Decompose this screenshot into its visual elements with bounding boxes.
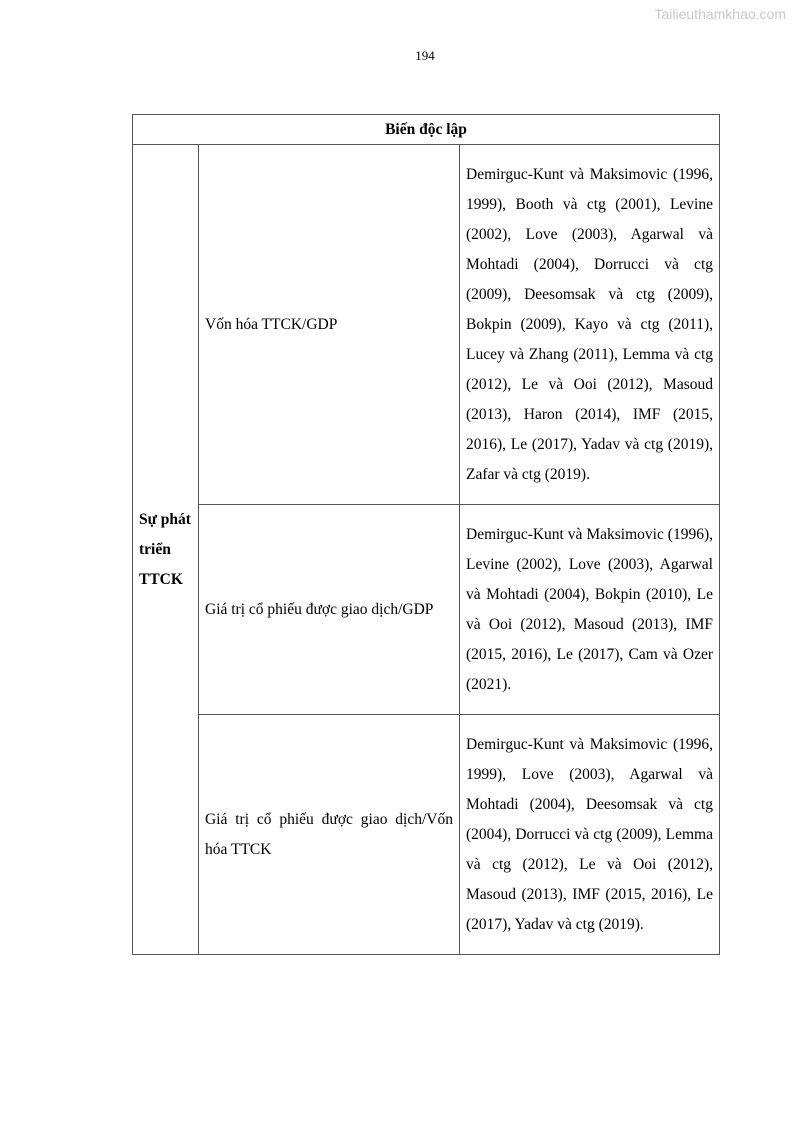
group-label: Sự phát triển TTCK — [133, 145, 199, 955]
table-header-row — [133, 115, 720, 145]
table-header: Biến độc lập — [133, 115, 720, 145]
page-number: 194 — [415, 48, 435, 63]
references-cell: Demirguc-Kunt và Maksimovic (1996), Levine (2002), Love (2003), Agarwal và Mohtadi (2004), Bokpin (2010), Le và Ooi (2012), Masoud (2013), IMF (2015, 2016), Le (2017), Cam và Ozer (2021). — [460, 505, 720, 715]
table-row — [133, 715, 720, 955]
variable-cell: Giá trị cổ phiếu được giao dịch/Vốn hóa TTCK — [199, 715, 460, 955]
table-row — [133, 505, 720, 715]
variable-cell: Vốn hóa TTCK/GDP — [199, 145, 460, 505]
table-row — [133, 145, 720, 505]
watermark: Tailieuthamkhao.com — [654, 6, 786, 22]
independent-variables-table — [132, 114, 720, 955]
variable-cell: Giá trị cổ phiếu được giao dịch/GDP — [199, 505, 460, 715]
references-cell: Demirguc-Kunt và Maksimovic (1996, 1999), Booth và ctg (2001), Levine (2002), Love (2003), Agarwal và Mohtadi (2004), Dorrucci và ctg (2009), Deesomsak và ctg (2009), Bokpin (2009), Kayo và ctg (2011), Lucey và Zhang (2011), Lemma và ctg (2012), Le và Ooi (2012), Masoud (2013), Haron (2014), IMF (2015, 2016), Le (2017), Yadav và ctg (2019), Zafar và ctg (2019). — [460, 145, 720, 505]
references-cell: Demirguc-Kunt và Maksimovic (1996, 1999), Love (2003), Agarwal và Mohtadi (2004), Deesomsak và ctg (2004), Dorrucci và ctg (2009), Lemma và ctg (2012), Le và Ooi (2012), Masoud (2013), IMF (2015, 2016), Le (2017), Yadav và ctg (2019). — [460, 715, 720, 955]
